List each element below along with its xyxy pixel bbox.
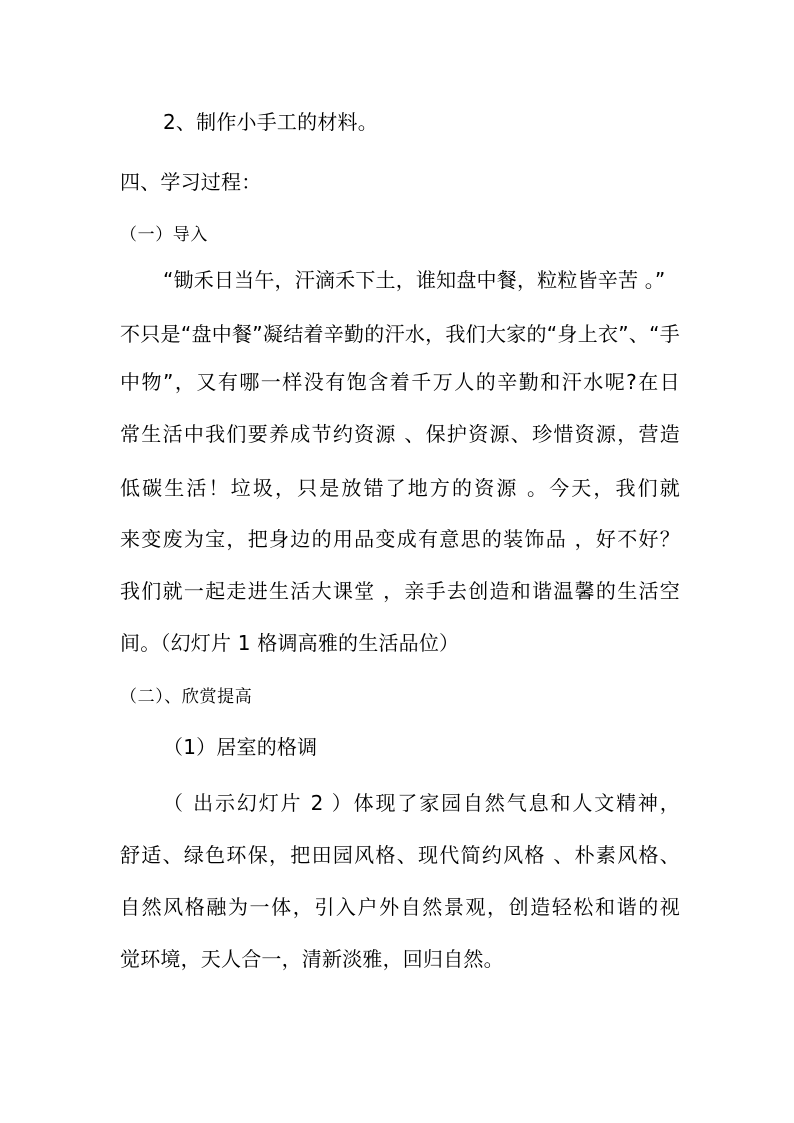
paragraph-line: 中物”，又有哪一样没有饱含着千万人的辛勤和汗水呢?在日	[120, 370, 680, 394]
subheading-appreciation: （二）、欣赏提高	[120, 687, 253, 707]
paragraph-line: 来变废为宝，把身边的用品变成有意思的装饰品 ，好不好？	[120, 527, 680, 551]
paragraph-line: 自然风格融为一体，引入户外自然景观，创造轻松和谐的视	[120, 895, 680, 919]
poem-quote: “锄禾日当午，汗滴禾下土，谁知盘中餐，粒粒皆辛苦 。”	[163, 268, 666, 292]
paragraph-line: 舒适、绿色环保，把田园风格、现代简约风格 、朴素风格、	[120, 843, 680, 867]
paragraph-line: 常生活中我们要养成节约资源 、保护资源、珍惜资源，营造	[120, 422, 680, 446]
paragraph-line: 低碳生活！垃圾，只是放错了地方的资源 。今天，我们就	[120, 476, 680, 500]
paragraph-line: 觉环境，天人合一，清新淡雅，回归自然。	[120, 947, 504, 971]
section-heading-learning-process: 四、学习过程：	[120, 170, 262, 194]
paragraph-line: 间。（幻灯片 1 格调高雅的生活品位）	[120, 631, 460, 655]
paragraph-line: 不只是“盘中餐”凝结着辛勤的汗水，我们大家的“身上衣”、“手	[120, 322, 680, 346]
item-room-style: （1）居室的格调	[163, 735, 318, 759]
subheading-introduction: （一）导入	[120, 225, 208, 245]
paragraph-line: 我们就一起走进生活大课堂 ，亲手去创造和谐温馨的生活空	[120, 579, 680, 603]
materials-item-2: 2、制作小手工的材料。	[163, 110, 378, 134]
paragraph-line: （ 出示幻灯片 2 ）体现了家园自然气息和人文精神，	[163, 791, 680, 815]
